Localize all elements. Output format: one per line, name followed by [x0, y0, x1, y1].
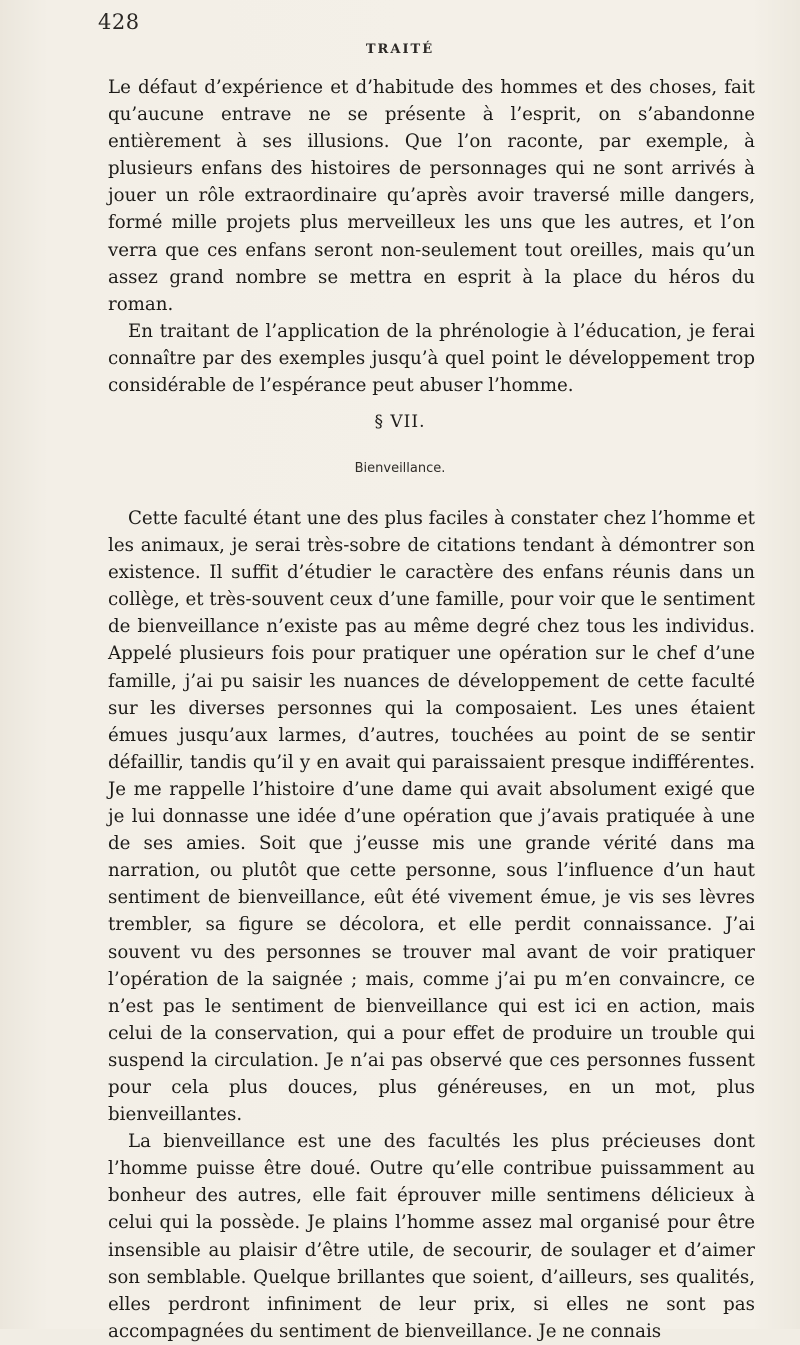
- page-number: 428: [98, 10, 140, 34]
- text-block-bottom: [108, 505, 755, 1345]
- paragraph: En traitant de l’application de la phrénologie à l’éducation, je ferai connaître par des exemples jusqu’à quel point le développement trop considérable de l’espérance peut abuser l’homme.: [108, 320, 755, 397]
- section-number: § VII.: [374, 412, 426, 432]
- paragraph: La bienveillance est une des facultés les plus précieuses dont l’homme puisse être doué. Outre qu’elle contribue puissamment au bonheur des autres, elle fait éprouver mille sentimens délicieux à celui qui la possède. Je plains l’homme assez mal organisé pour être insensible au plaisir d’être utile, de secourir, de soulager et d’aimer son semblable. Quelque brillantes que soient, d’ailleurs, ses qualités, elles perdront infiniment de leur prix, si elles ne sont pas accompagnées du sentiment de bienveillance. Je ne connais: [108, 1131, 755, 1342]
- section-title: Bienveillance.: [354, 461, 446, 476]
- paragraph: Cette faculté étant une des plus faciles à constater chez l’homme et les animaux, je serai très-sobre de citations tendant à démontrer son existence. Il suffit d’étudier le caractère des enfans réunis dans un collège, et très-souvent ceux d’une famille, pour voir que le sentiment de bienveillance n’existe pas au même degré chez tous les individus. Appelé plusieurs fois pour pratiquer une opération sur le chef d’une famille, j’ai pu saisir les nuances de développement de cette faculté sur les diverses personnes qui la composaient. Les unes étaient émues jusqu’aux larmes, d’autres, touchées au point de se sentir défaillir, tandis qu’il y en avait qui paraissaient presque indifférentes. Je me rappelle l’histoire d’une dame qui avait absolument exigé que je lui donnasse une idée d’une opération que j’avais pratiquée à une de ses amies. Soit que j’eusse mis une grande vérité dans ma narration, ou plutôt que cette personne, sous l’influence d’un haut sentiment de bienveillance, eût été vivement émue, je vis ses lèvres trembler, sa figure se décolora, et elle perdit connaissance. J’ai souvent vu des personnes se trouver mal avant de voir pratiquer l’opération de la saignée ; mais, comme j’ai pu m’en convaincre, ce n’est pas le sentiment de bienveillance qui est ici en action, mais celui de la conservation, qui a pour effet de produire un trouble qui suspend la circulation. Je n’ai pas observé que ces personnes fussent pour cela plus douces, plus généreuses, en un mot, plus bienveillantes.: [108, 508, 755, 1126]
- text-block-top: [108, 74, 755, 399]
- running-head: TRAITÉ: [365, 42, 435, 57]
- paragraph: Le défaut d’expérience et d’habitude des hommes et des choses, fait qu’aucune entrave ne se présente à l’esprit, on s’abandonne entièrement à ses illusions. Que l’on raconte, par exemple, à plusieurs enfans des histoires de personnages qui ne sont arrivés à jouer un rôle extraordinaire qu’après avoir traversé mille dangers, formé mille projets plus merveilleux les uns que les autres, et l’on verra que ces enfans seront non-seulement tout oreilles, mais qu’un assez grand nombre se mettra en esprit à la place du héros du roman.: [108, 77, 755, 315]
